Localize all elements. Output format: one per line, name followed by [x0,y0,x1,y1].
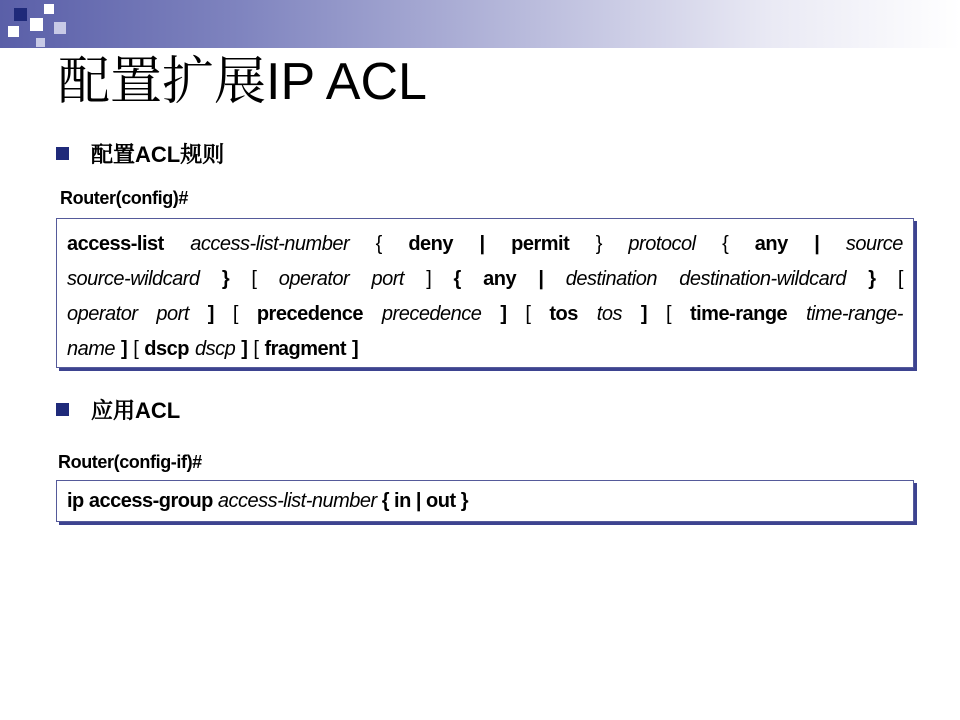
slide-title-cn: 配置扩展 [58,52,267,112]
symbol: | [538,268,544,290]
keyword: dscp [144,338,189,360]
argument: operator [278,268,350,290]
keyword: tos [549,303,578,325]
symbol: [ [133,338,139,360]
decor-square [36,38,45,47]
symbol: [ [665,303,672,325]
symbol: } [595,233,602,255]
interface-config-prompt: Router(config-if)# [58,452,202,472]
symbol: ] [121,338,128,360]
keyword: time-range [689,303,788,325]
symbol: } [221,268,230,290]
symbol: [ [897,268,903,290]
keyword: any [754,233,788,255]
title-decoration-band [0,0,960,48]
keyword: permit [511,233,570,255]
config-prompt: Router(config)# [60,188,188,208]
symbol: [ [253,338,259,360]
symbol: ] [500,303,507,325]
syntax-line [67,227,903,262]
argument: destination-wildcard [679,268,846,290]
symbol: ] [640,303,648,325]
decor-square [14,8,27,21]
decor-square [54,22,66,34]
argument: protocol [628,233,696,255]
bullet-apply-acl [56,394,180,425]
bullet-label: 配置ACL规则 [91,142,225,167]
keyword: ip access-group [67,490,213,512]
argument: access-list-number [190,233,350,255]
syntax-line [67,262,903,297]
symbol: ] [241,338,248,360]
bullet-label: 应用ACL [91,398,181,423]
argument: access-list-number [217,490,377,512]
symbol: [ [232,303,238,325]
argument: operator [67,303,138,325]
symbol: { [375,233,382,255]
argument: tos [596,303,622,325]
keyword: deny [408,233,453,255]
symbol: | [479,233,485,255]
keyword: any [483,268,517,290]
symbol: [ [251,268,257,290]
keyword: fragment [264,338,347,360]
slide-title [58,50,427,114]
bullet-square-icon [56,403,69,416]
argument: port [156,303,189,325]
decor-square [8,26,19,37]
keyword: precedence [256,303,363,325]
decor-square [44,4,54,14]
keyword: access-list [67,233,164,255]
symbol: ] [352,338,359,360]
syntax-line [67,297,903,332]
direction-options: { in | out } [381,490,468,512]
argument: dscp [194,338,236,360]
argument: port [371,268,404,290]
symbol: ] [426,268,432,290]
syntax-line [67,332,903,367]
bullet-square-icon [56,147,69,160]
apply-acl-syntax-box [56,480,914,522]
bullet-configure-acl [56,138,224,169]
symbol: { [453,268,461,290]
argument: source-wildcard [67,268,200,290]
argument: time-range- [806,303,903,325]
acl-syntax-box [56,218,914,368]
symbol: ] [207,303,214,325]
argument: name [67,338,116,360]
argument: source [845,233,903,255]
symbol: } [868,268,876,290]
symbol: [ [525,303,531,325]
symbol: | [814,233,820,255]
argument: precedence [381,303,482,325]
slide-title-latin: IP ACL [266,53,427,111]
argument: destination [565,268,657,290]
decor-square [30,18,43,31]
symbol: { [722,233,729,255]
